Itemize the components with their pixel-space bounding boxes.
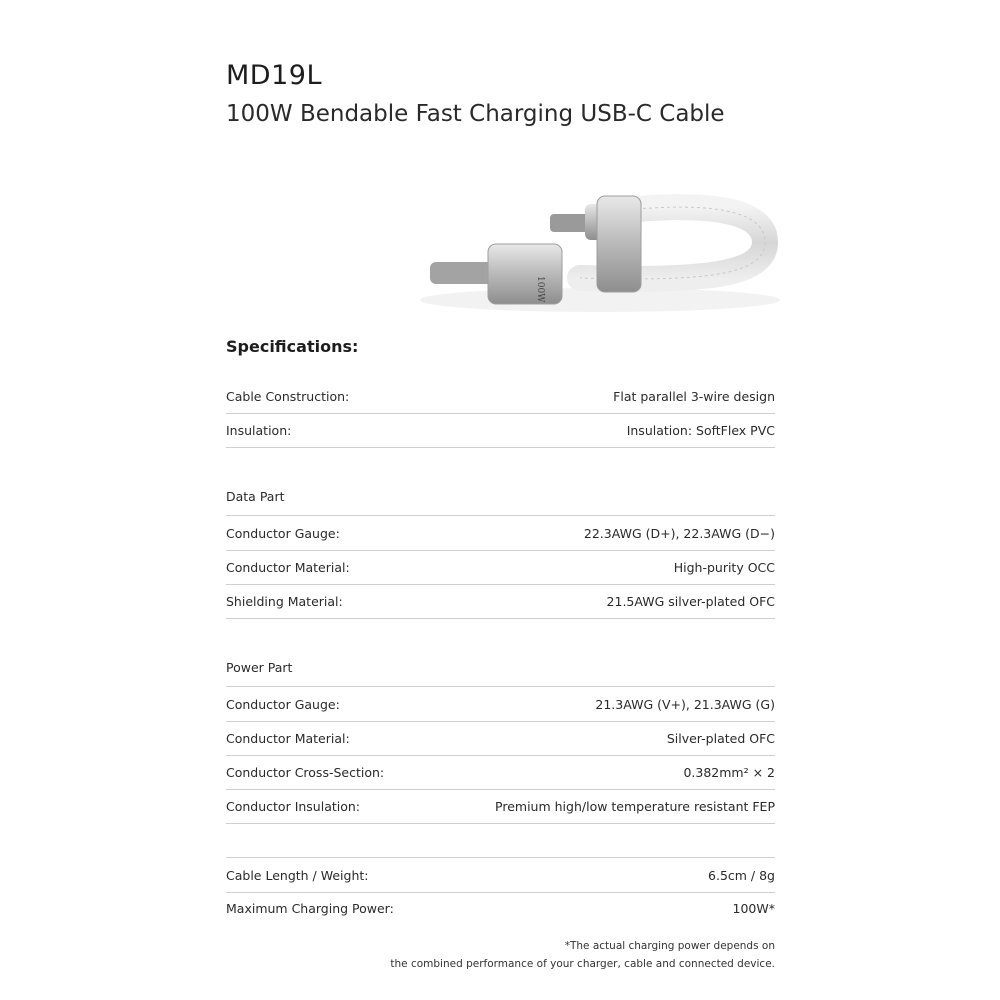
spec-row-insulation (226, 413, 775, 448)
cable-product-image (410, 180, 790, 320)
spec-label: Conductor Material: (226, 730, 350, 746)
spec-value: Premium high/low temperature resistant FEP (495, 798, 775, 814)
spec-label: Conductor Insulation: (226, 798, 361, 814)
spec-row-power-cross-section (226, 755, 775, 790)
spec-value: High-purity OCC (673, 559, 775, 575)
spec-value: 22.3AWG (D+), 22.3AWG (D−) (583, 525, 775, 541)
spec-row-max-power (226, 891, 775, 925)
spec-value: Insulation: SoftFlex PVC (626, 422, 775, 438)
spec-label: Conductor Gauge: (226, 696, 340, 712)
spec-label: Shielding Material: (226, 593, 343, 609)
spec-row-data-material (226, 550, 775, 585)
footnote-line-2: the combined performance of your charger, cable and connected device. (390, 958, 775, 970)
spec-value: 0.382mm² × 2 (683, 764, 775, 780)
spec-value: 100W* (732, 900, 775, 916)
spec-row-data-gauge (226, 515, 775, 551)
model-title: MD19L (226, 60, 322, 91)
spec-row-data-shielding (226, 584, 775, 619)
section-title-power-part: Power Part (226, 660, 293, 675)
specifications-heading: Specifications: (226, 337, 359, 356)
spec-label: Insulation: (226, 422, 292, 438)
section-title-data-part: Data Part (226, 489, 285, 504)
spec-value: 21.5AWG silver-plated OFC (606, 593, 775, 609)
spec-row-power-insulation (226, 789, 775, 824)
footnote (390, 937, 775, 973)
spec-value: 6.5cm / 8g (708, 867, 775, 883)
spec-label: Cable Length / Weight: (226, 867, 369, 883)
spec-label: Conductor Cross-Section: (226, 764, 385, 780)
spec-row-cable-construction (226, 379, 775, 414)
connector-label: 100W (535, 276, 545, 303)
spec-row-power-gauge (226, 686, 775, 722)
product-subtitle: 100W Bendable Fast Charging USB-C Cable (226, 101, 725, 127)
spec-label: Conductor Gauge: (226, 525, 340, 541)
footnote-line-1: *The actual charging power depends on (564, 940, 775, 952)
spec-label: Maximum Charging Power: (226, 900, 394, 916)
spec-value: Silver-plated OFC (666, 730, 775, 746)
spec-label: Conductor Material: (226, 559, 350, 575)
spec-label: Cable Construction: (226, 388, 350, 404)
spec-row-length-weight (226, 857, 775, 893)
spec-value: Flat parallel 3-wire design (613, 388, 775, 404)
spec-value: 21.3AWG (V+), 21.3AWG (G) (595, 696, 775, 712)
spec-row-power-material (226, 721, 775, 756)
